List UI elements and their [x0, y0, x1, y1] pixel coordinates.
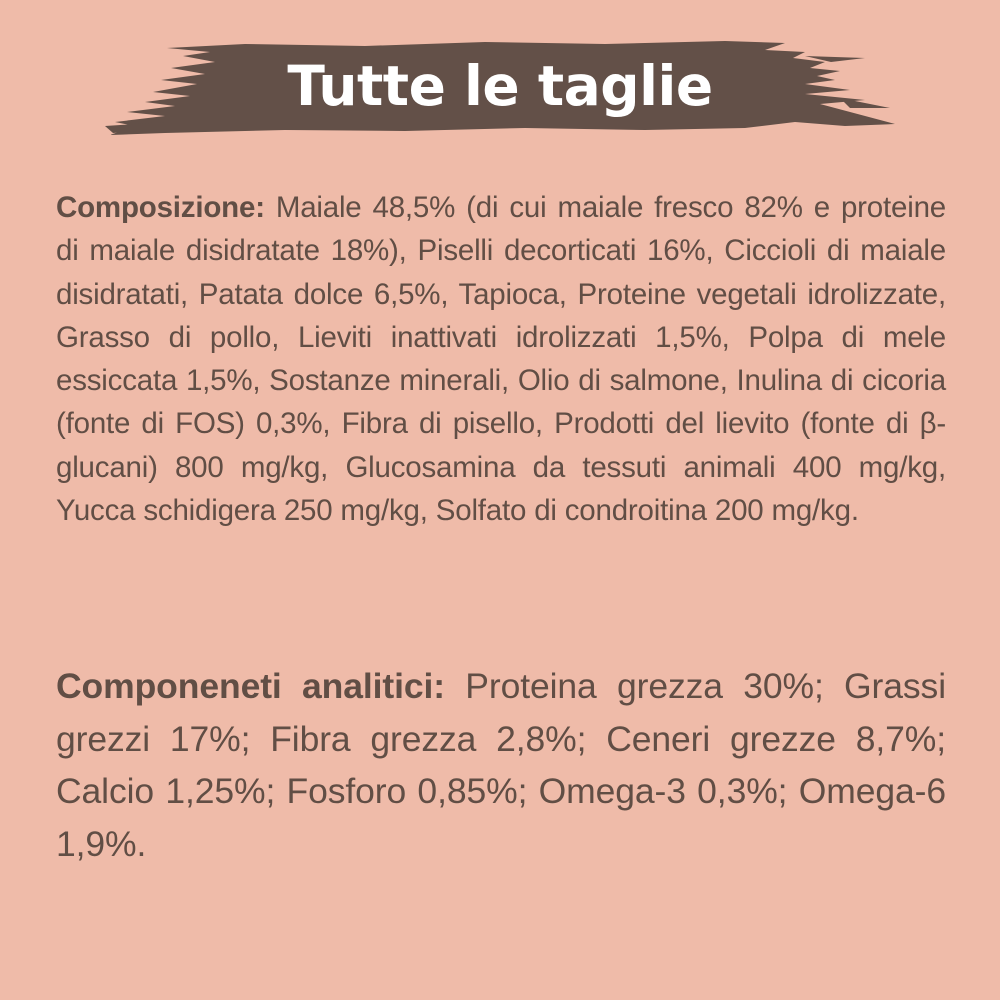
composition-text: Maiale 48,5% (di cui maiale fresco 82% e proteine di maiale disidratate 18%), Piselli decorticati 16%, Ciccioli di maiale disidratati, Patata dolce 6,5%, Tapioca, Proteine vegetali idrolizzate, Grasso di pollo, Lieviti inattivati idrolizzati 1,5%, Polpa di mele essiccata 1,5%, Sostanze minerali, Olio di salmone, Inulina di cicoria (fonte di FOS) 0,3%, Fibra di pisello, Prodotti del lievito (fonte di β-glucani) 800 mg/kg, Glucosamina da tessuti animali 400 mg/kg, Yucca schidigera 250 mg/kg, Solfato di condroitina 200 mg/kg. [56, 191, 946, 528]
composition-paragraph [56, 186, 946, 532]
analytics-label: Componeneti analitici: [56, 666, 445, 706]
banner-title: Tutte le taglie [287, 54, 713, 118]
analytical-components-paragraph [56, 660, 946, 870]
composition-label: Composizione: [56, 191, 265, 224]
title-banner [105, 38, 895, 138]
analytics-text: Proteina grezza 30%; Grassi grezzi 17%; Fibra grezza 2,8%; Ceneri grezze 8,7%; Calcio 1,25%; Fosforo 0,85%; Omega-3 0,3%; Omega-6 1,9%. [56, 666, 946, 864]
